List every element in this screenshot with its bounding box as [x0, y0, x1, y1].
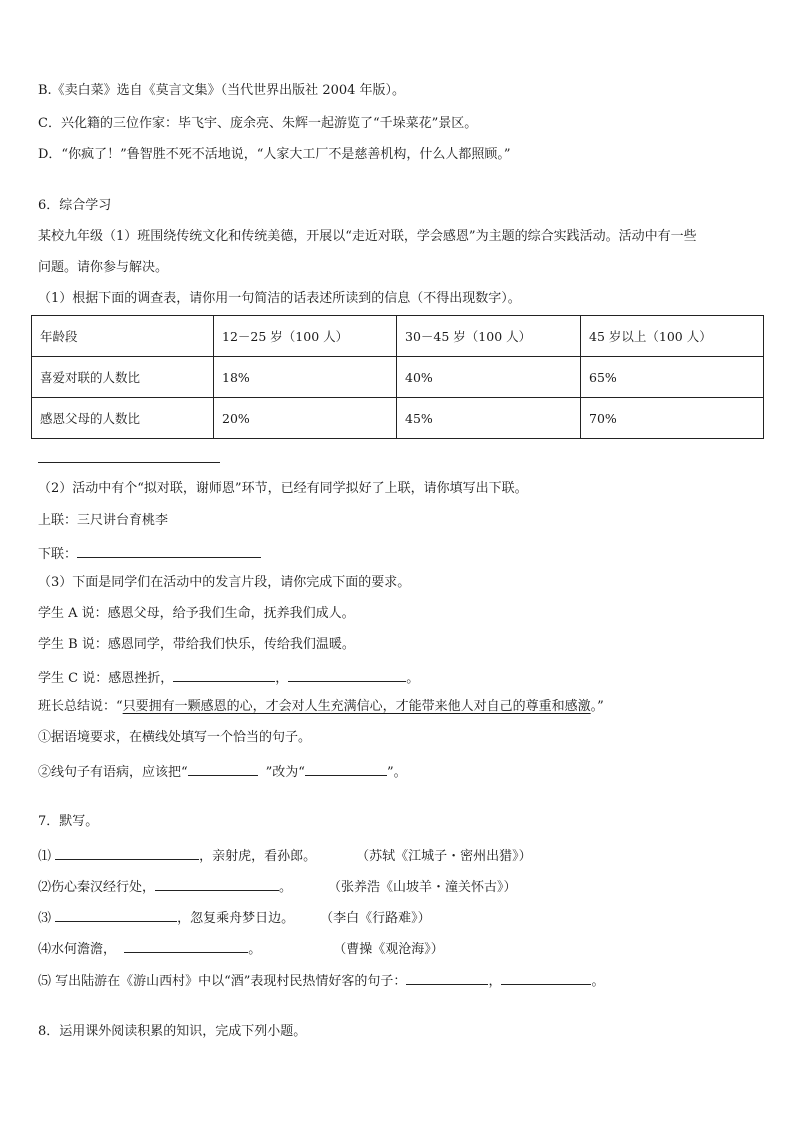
- period-text: 。: [406, 671, 420, 686]
- period-text: 。: [591, 974, 605, 989]
- table-cell: 65%: [581, 357, 764, 398]
- table-cell: 30－45 岁（100 人）: [397, 316, 581, 357]
- dictation-blank-5b[interactable]: [501, 970, 591, 985]
- dictation-blank-1[interactable]: [55, 845, 199, 860]
- survey-table: [31, 315, 764, 439]
- dictation-blank-5a[interactable]: [406, 970, 488, 985]
- dictation-line-2: [38, 876, 517, 897]
- q5-option-b: B.《卖白菜》选自《莫言文集》（当代世界出版社 2004 年版）。: [38, 83, 406, 98]
- table-cell: 18%: [214, 357, 397, 398]
- q6-title: 6．综合学习: [38, 198, 112, 213]
- q8-title: 8．运用课外阅读积累的知识，完成下列小题。: [38, 1024, 307, 1039]
- table-cell: 45 岁以上（100 人）: [581, 316, 764, 357]
- table-cell: 感恩父母的人数比: [32, 398, 214, 439]
- student-a-text: 学生 A 说：感恩父母，给予我们生命，抚养我们成人。: [38, 606, 355, 621]
- q6-part1-prompt: （1）根据下面的调查表，请你用一句简洁的话表述所读到的信息（不得出现数字）。: [38, 291, 521, 306]
- monitor-summary-prefix: 班长总结说：“: [38, 699, 123, 714]
- student-c-blank-2[interactable]: [288, 667, 406, 682]
- table-cell: 年龄段: [32, 316, 214, 357]
- shanglian-text: 上联：三尺讲台育桃李: [38, 513, 169, 528]
- source-citation: （苏轼《江城子・密州出猎》）: [356, 849, 532, 864]
- dictation-line-4: [38, 938, 444, 959]
- table-row: [32, 357, 764, 398]
- source-citation: （李白《行路难》）: [320, 911, 431, 926]
- comma-text: ，: [488, 974, 502, 989]
- verse-text: ，亲射虎，看孙郎。: [199, 849, 317, 864]
- correction-blank-to[interactable]: [305, 761, 387, 776]
- verse-text: ⑸ 写出陆游在《游山西村》中以“酒”表现村民热情好客的句子：: [38, 974, 407, 989]
- table-cell: 12－25 岁（100 人）: [214, 316, 397, 357]
- requirement-1: ①据语境要求，在横线处填写一个恰当的句子。: [38, 730, 312, 745]
- q5-option-c: C．兴化籍的三位作家：毕飞宇、庞余亮、朱辉一起游览了“千垛菜花”景区。: [38, 116, 478, 131]
- table-cell: 20%: [214, 398, 397, 439]
- dictation-line-1: [38, 845, 532, 866]
- xialian-label: 下联：: [38, 547, 78, 562]
- item-number: ⑶: [38, 911, 52, 926]
- dictation-blank-4[interactable]: [124, 938, 248, 953]
- q5-option-d: D．“你疯了！”鲁智胜不死不活地说，“人家大工厂不是慈善机构，什么人都照顾。”: [38, 147, 511, 162]
- dictation-line-5: [38, 970, 604, 991]
- period-text: 。: [248, 942, 262, 957]
- answer-blank-part1[interactable]: [38, 462, 220, 463]
- xialian-answer-blank[interactable]: [77, 543, 261, 558]
- source-citation: （曹操《观沧海》）: [333, 942, 444, 957]
- requirement-2-suffix: ”。: [386, 765, 407, 780]
- q6-part3-prompt: （3）下面是同学们在活动中的发言片段，请你完成下面的要求。: [38, 575, 411, 590]
- monitor-summary-line: [38, 698, 604, 716]
- verse-text: ，忽复乘舟梦日边。: [177, 911, 295, 926]
- period-text: 。: [279, 880, 293, 895]
- xialian-line: [38, 543, 261, 564]
- dictation-line-3: [38, 907, 431, 928]
- monitor-summary-suffix: 。”: [590, 699, 604, 714]
- requirement-2-prefix: ②线句子有语病，应该把“: [38, 765, 188, 780]
- table-cell: 70%: [581, 398, 764, 439]
- q6-part2-prompt: （2）活动中有个“拟对联，谢师恩”环节，已经有同学拟好了上联，请你填写出下联。: [38, 481, 528, 496]
- requirement-2-middle: ”改为“: [265, 765, 305, 780]
- dictation-blank-3[interactable]: [55, 907, 177, 922]
- table-cell: 40%: [397, 357, 581, 398]
- source-citation: （张养浩《山坡羊・潼关怀古》）: [328, 880, 517, 895]
- q6-intro-line2: 问题。请你参与解决。: [38, 260, 169, 275]
- dictation-blank-2[interactable]: [155, 876, 279, 891]
- table-cell: 喜爱对联的人数比: [32, 357, 214, 398]
- student-b-text: 学生 B 说：感恩同学，带给我们快乐，传给我们温暖。: [38, 637, 355, 652]
- verse-text: ⑷水何澹澹，: [38, 942, 117, 957]
- correction-blank-from[interactable]: [188, 761, 258, 776]
- student-c-text: 学生 C 说：感恩挫折，: [38, 671, 174, 686]
- q6-intro-line1: 某校九年级（1）班围绕传统文化和传统美德，开展以“走近对联，学会感恩”为主题的综合实践活动。活动中有一些: [38, 229, 697, 244]
- table-row: [32, 398, 764, 439]
- verse-text: ⑵伤心秦汉经行处，: [38, 880, 156, 895]
- requirement-2-line: [38, 761, 407, 782]
- underlined-sentence: 只要拥有一颗感恩的心，才会对人生充满信心，才能带来他人对自己的尊重和感激: [122, 699, 591, 714]
- table-header-row: [32, 316, 764, 357]
- q7-title: 7．默写。: [38, 814, 99, 829]
- comma-text: ，: [275, 671, 289, 686]
- student-c-line: [38, 667, 419, 688]
- table-cell: 45%: [397, 398, 581, 439]
- student-c-blank-1[interactable]: [173, 667, 275, 682]
- item-number: ⑴: [38, 849, 52, 864]
